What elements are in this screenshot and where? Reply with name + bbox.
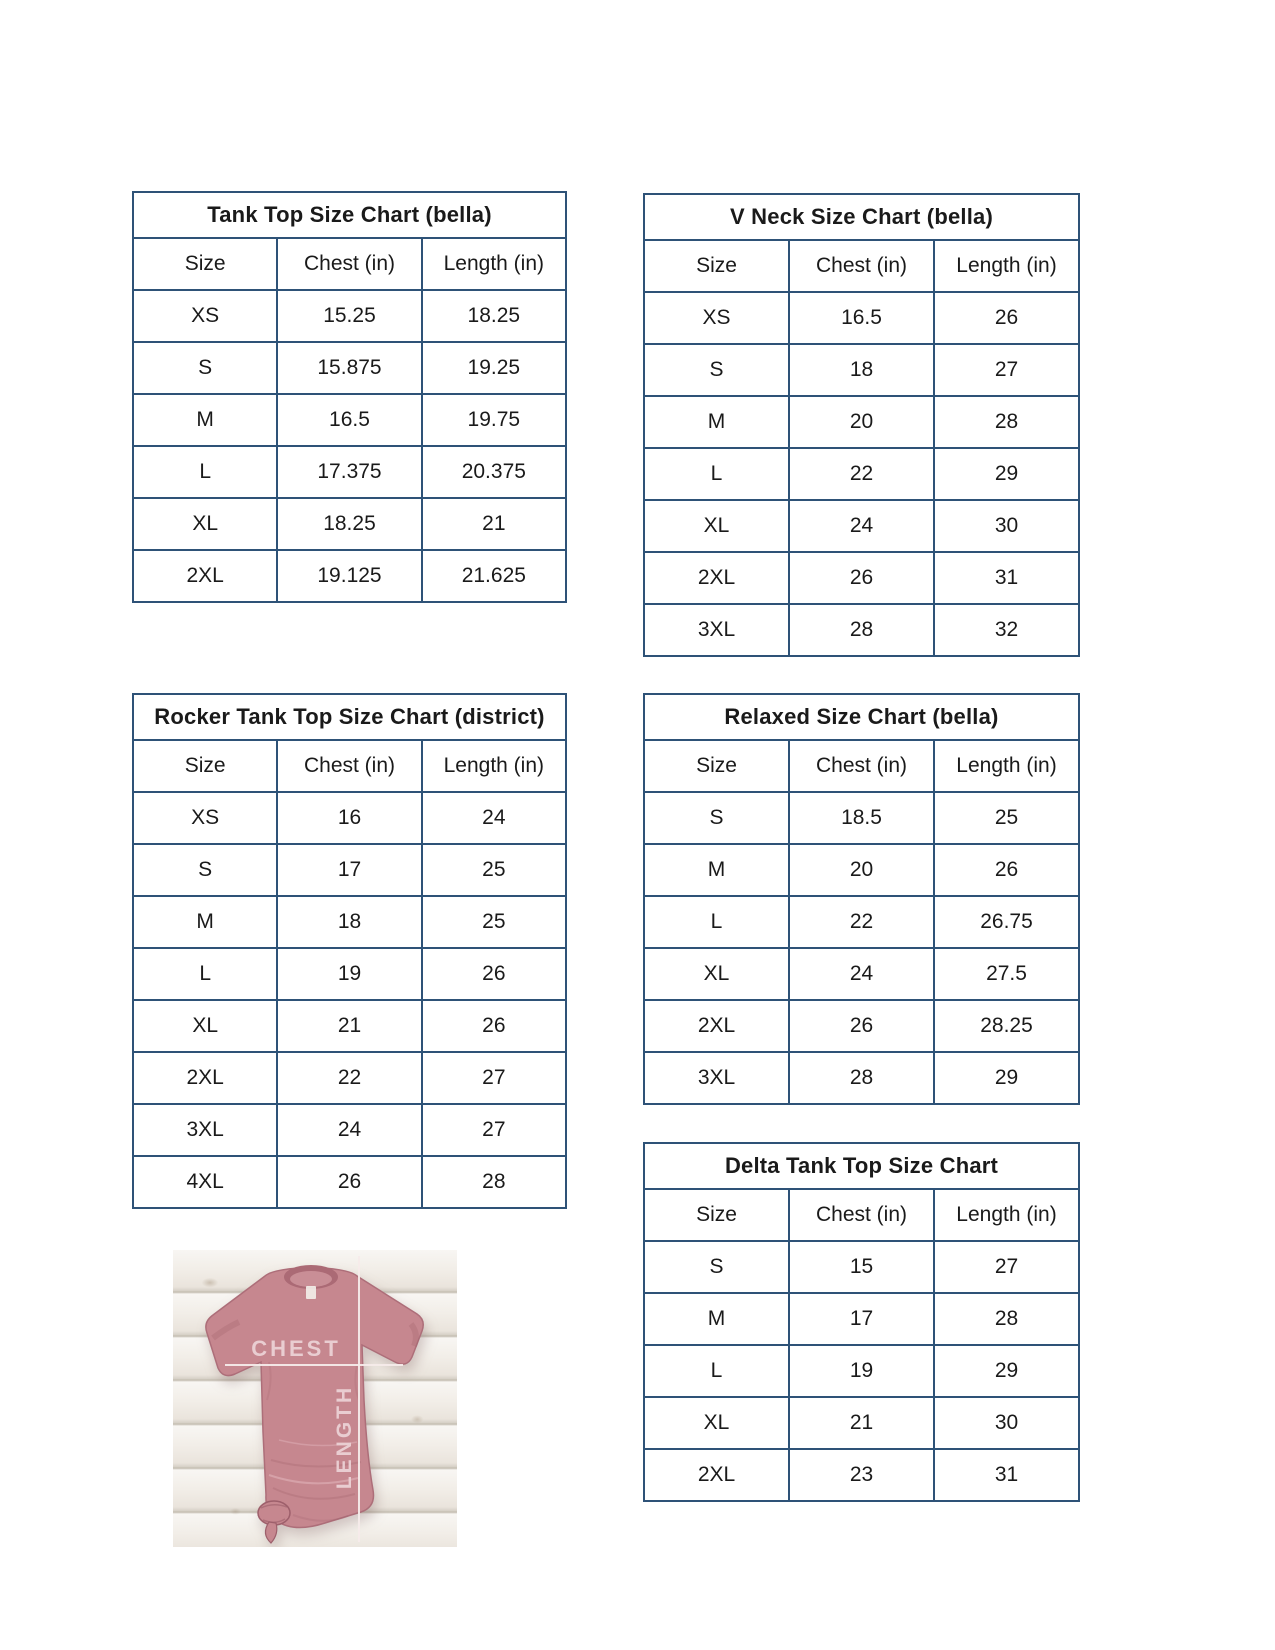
table-cell: L [645, 897, 790, 947]
table-row [645, 897, 1078, 949]
table-row [134, 343, 565, 395]
table-cell: 32 [994, 618, 1019, 641]
table-cell: 27 [994, 1255, 1019, 1278]
table-cell: 17 [790, 1294, 935, 1344]
table-cell: 2XL [134, 551, 278, 601]
column-header: Size [645, 241, 790, 291]
table-cell: 3XL [645, 1053, 790, 1103]
table-row [134, 845, 565, 897]
table-row [134, 395, 565, 447]
tank-top-size-table [132, 191, 567, 603]
table-cell: 28 [790, 1053, 935, 1103]
table-cell: 26 [994, 306, 1019, 329]
table-cell: XL [645, 949, 790, 999]
table-cell: M [645, 1294, 790, 1344]
table-cell: XS [134, 793, 278, 843]
table-cell: 31 [994, 1463, 1019, 1486]
table-cell: XS [645, 293, 790, 343]
table-cell: 19 [790, 1346, 935, 1396]
table-cell: XL [134, 499, 278, 549]
table-cell: M [645, 845, 790, 895]
column-header: Size [134, 239, 278, 289]
table-cell: 26 [994, 858, 1019, 881]
table-cell: L [134, 447, 278, 497]
table-cell: S [645, 1242, 790, 1292]
table-row [134, 897, 565, 949]
table-row [645, 449, 1078, 501]
v-neck-size-chart-header-row [645, 241, 1078, 293]
table-cell: 28.25 [980, 1014, 1033, 1037]
column-header: Length (in) [956, 1203, 1057, 1226]
table-cell: 2XL [134, 1053, 278, 1103]
chest-label: CHEST [251, 1336, 341, 1361]
table-cell: M [645, 397, 790, 447]
table-cell: 22 [790, 449, 935, 499]
table-row [645, 605, 1078, 655]
length-measure-line [358, 1256, 360, 1542]
table-cell: 19.125 [278, 551, 422, 601]
relaxed-size-chart-title: Relaxed Size Chart (bella) [645, 695, 1078, 741]
table-row [645, 293, 1078, 345]
table-cell: 26 [790, 553, 935, 603]
relaxed-size-table [643, 693, 1080, 1105]
table-row [645, 1346, 1078, 1398]
table-cell: L [645, 1346, 790, 1396]
table-row [645, 1053, 1078, 1103]
shirt-measurement-image [173, 1250, 457, 1547]
table-cell: 28 [790, 605, 935, 655]
table-cell: 26 [278, 1157, 422, 1207]
column-header: Length (in) [956, 754, 1057, 777]
v-neck-size-table [643, 193, 1080, 657]
table-cell: 21 [482, 512, 506, 535]
table-row [134, 447, 565, 499]
table-cell: 30 [994, 514, 1019, 537]
rocker-tank-top-size-chart-header-row [134, 741, 565, 793]
table-cell: 31 [994, 566, 1019, 589]
table-cell: M [134, 395, 278, 445]
table-cell: 15.25 [278, 291, 422, 341]
tank-top-size-chart-header-row [134, 239, 565, 291]
table-cell: 18.25 [278, 499, 422, 549]
table-cell: S [645, 793, 790, 843]
table-cell: 18 [278, 897, 422, 947]
table-row [134, 793, 565, 845]
table-cell: 22 [790, 897, 935, 947]
table-cell: XL [645, 501, 790, 551]
delta-tank-top-size-chart-title: Delta Tank Top Size Chart [645, 1144, 1078, 1190]
table-cell: M [134, 897, 278, 947]
table-cell: L [645, 449, 790, 499]
table-row [645, 345, 1078, 397]
table-cell: 29 [994, 1359, 1019, 1382]
table-cell: 24 [790, 501, 935, 551]
table-cell: 27 [482, 1066, 506, 1089]
table-row [645, 845, 1078, 897]
column-header: Length (in) [443, 754, 545, 777]
table-row [134, 1157, 565, 1207]
table-cell: S [645, 345, 790, 395]
table-cell: 2XL [645, 1450, 790, 1500]
table-row [645, 501, 1078, 553]
column-header: Size [645, 1190, 790, 1240]
table-cell: XL [645, 1398, 790, 1448]
table-cell: 24 [482, 806, 506, 829]
table-cell: 3XL [134, 1105, 278, 1155]
column-header: Chest (in) [790, 741, 935, 791]
column-header: Chest (in) [790, 1190, 935, 1240]
table-cell: 2XL [645, 1001, 790, 1051]
table-row [645, 1398, 1078, 1450]
table-cell: 26 [482, 962, 506, 985]
table-row [645, 949, 1078, 1001]
table-cell: 24 [278, 1105, 422, 1155]
table-cell: 29 [994, 1066, 1019, 1089]
table-cell: 18.25 [467, 304, 521, 327]
table-cell: 19 [278, 949, 422, 999]
table-cell: 15 [790, 1242, 935, 1292]
relaxed-size-chart-header-row [645, 741, 1078, 793]
table-cell: 26 [790, 1001, 935, 1051]
table-cell: 15.875 [278, 343, 422, 393]
table-cell: 25 [482, 910, 506, 933]
table-cell: 26.75 [980, 910, 1033, 933]
column-header: Length (in) [956, 254, 1057, 277]
table-cell: L [134, 949, 278, 999]
table-cell: 20 [790, 397, 935, 447]
delta-tank-top-size-table [643, 1142, 1080, 1502]
table-cell: 4XL [134, 1157, 278, 1207]
column-header: Chest (in) [278, 239, 422, 289]
table-row [134, 551, 565, 601]
table-cell: 16.5 [790, 293, 935, 343]
table-cell: 28 [482, 1170, 506, 1193]
table-row [645, 1001, 1078, 1053]
column-header: Size [134, 741, 278, 791]
table-cell: 17 [278, 845, 422, 895]
table-cell: S [134, 343, 278, 393]
table-cell: 18.5 [790, 793, 935, 843]
t-shirt-graphic [173, 1250, 457, 1547]
table-row [134, 1105, 565, 1157]
table-cell: XS [134, 291, 278, 341]
table-cell: 19.25 [467, 356, 521, 379]
table-cell: 21 [790, 1398, 935, 1448]
table-cell: 22 [278, 1053, 422, 1103]
table-cell: 18 [790, 345, 935, 395]
table-row [645, 553, 1078, 605]
column-header: Chest (in) [278, 741, 422, 791]
table-cell: 26 [482, 1014, 506, 1037]
table-cell: 23 [790, 1450, 935, 1500]
chest-measure-line [225, 1364, 403, 1366]
table-row [134, 949, 565, 1001]
table-cell: 25 [994, 806, 1019, 829]
table-cell: XL [134, 1001, 278, 1051]
length-label: LENGTH [333, 1384, 356, 1490]
table-cell: 27 [994, 358, 1019, 381]
table-cell: 27 [482, 1118, 506, 1141]
column-header: Chest (in) [790, 241, 935, 291]
column-header: Size [645, 741, 790, 791]
table-row [645, 397, 1078, 449]
table-row [134, 499, 565, 551]
table-row [645, 1242, 1078, 1294]
table-cell: 28 [994, 1307, 1019, 1330]
table-row [134, 1001, 565, 1053]
table-cell: 20 [790, 845, 935, 895]
table-cell: S [134, 845, 278, 895]
delta-tank-top-size-chart-header-row [645, 1190, 1078, 1242]
table-cell: 16 [278, 793, 422, 843]
table-cell: 17.375 [278, 447, 422, 497]
column-header: Length (in) [443, 252, 545, 275]
table-row [645, 1294, 1078, 1346]
table-cell: 25 [482, 858, 506, 881]
table-cell: 16.5 [278, 395, 422, 445]
table-row [134, 1053, 565, 1105]
table-cell: 19.75 [467, 408, 521, 431]
tank-top-size-chart-title: Tank Top Size Chart (bella) [134, 193, 565, 239]
table-cell: 29 [994, 462, 1019, 485]
table-cell: 28 [994, 410, 1019, 433]
table-cell: 21 [278, 1001, 422, 1051]
table-cell: 24 [790, 949, 935, 999]
table-row [134, 291, 565, 343]
table-cell: 30 [994, 1411, 1019, 1434]
rocker-tank-top-size-table [132, 693, 567, 1209]
v-neck-size-chart-title: V Neck Size Chart (bella) [645, 195, 1078, 241]
table-cell: 21.625 [461, 564, 526, 587]
table-cell: 3XL [645, 605, 790, 655]
rocker-tank-top-size-chart-title: Rocker Tank Top Size Chart (district) [134, 695, 565, 741]
table-cell: 20.375 [461, 460, 526, 483]
table-cell: 2XL [645, 553, 790, 603]
table-row [645, 793, 1078, 845]
table-cell: 27.5 [986, 962, 1027, 985]
table-row [645, 1450, 1078, 1500]
